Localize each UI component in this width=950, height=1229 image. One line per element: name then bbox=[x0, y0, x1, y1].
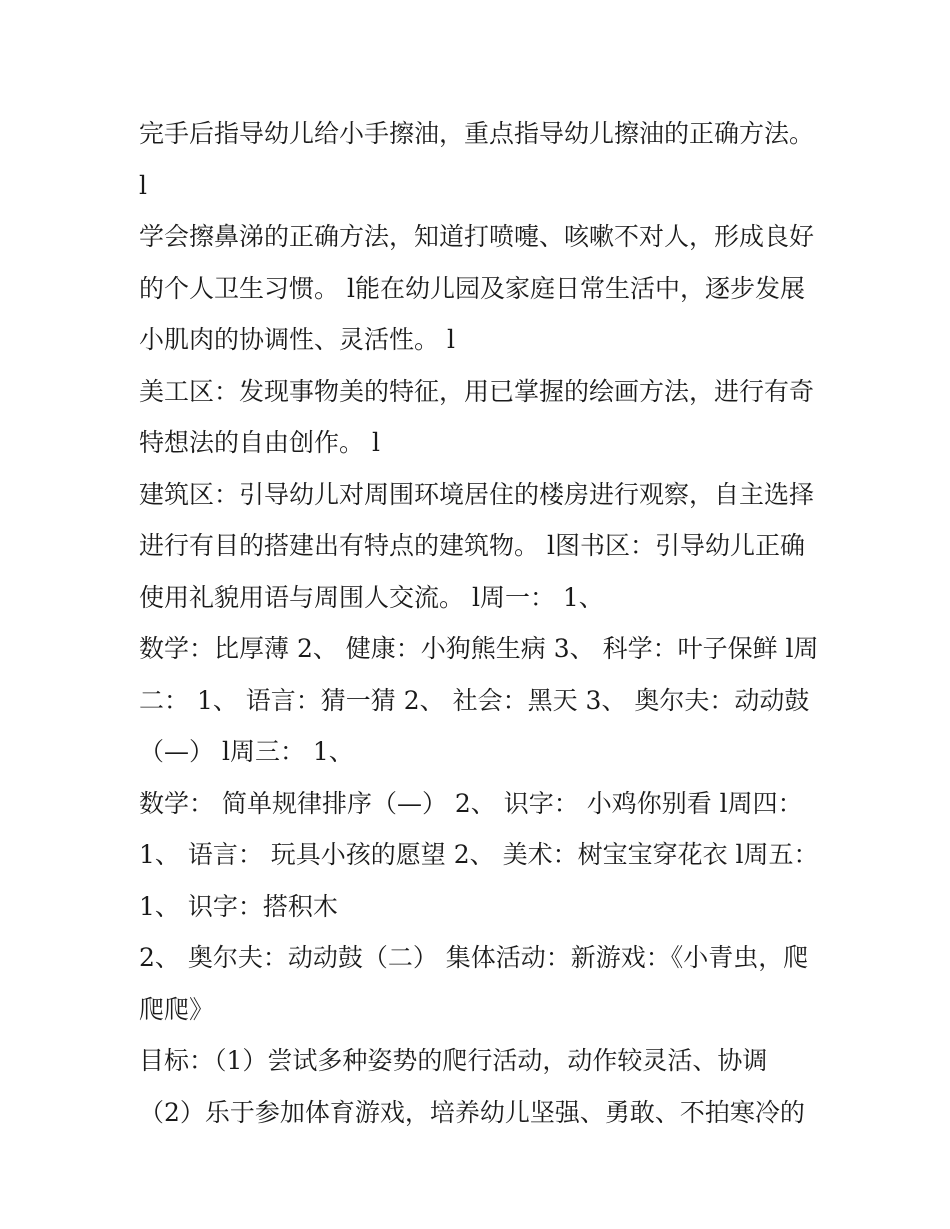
text-line: 完手后指导幼儿给小手擦油，重点指导幼儿擦油的正确方法。 bbox=[139, 119, 815, 148]
text-line: 学会擦鼻涕的正确方法，知道打喷嚏、咳嗽不对人，形成良好 bbox=[139, 222, 815, 251]
text-line: （—） l周三： 1、 bbox=[139, 737, 354, 766]
text-line: 目标：（1）尝试多种姿势的爬行活动，动作较灵活、协调 bbox=[139, 1046, 768, 1075]
text-line: 小肌肉的协调性、灵活性。 l bbox=[139, 325, 455, 354]
text-line: 使用礼貌用语与周围人交流。 l周一： 1、 bbox=[139, 582, 604, 612]
document-body bbox=[139, 108, 829, 1138]
text-line: 1、 识字：搭积木 bbox=[139, 891, 338, 921]
text-line: 的个人卫生习惯。 l能在幼儿园及家庭日常生活中，逐步发展 bbox=[139, 273, 805, 303]
text-line: 特想法的自由创作。 l bbox=[139, 428, 380, 457]
text-line: 爬爬》 bbox=[139, 994, 215, 1024]
text-line: 1、 语言： 玩具小孩的愿望 2、 美术：树宝宝穿花衣 l周五： bbox=[139, 840, 819, 869]
text-line: （2）乐于参加体育游戏，培养幼儿坚强、勇敢、不拍寒冷的 bbox=[139, 1097, 805, 1127]
text-line: 二： 1、 语言：猜一猜 2、 社会：黑天 3、 奥尔夫：动动鼓 bbox=[139, 685, 810, 715]
text-line: 美工区：发现事物美的特征，用已掌握的绘画方法，进行有奇 bbox=[139, 376, 815, 406]
text-line: 进行有目的搭建出有特点的建筑物。 l图书区：引导幼儿正确 bbox=[139, 531, 805, 560]
text-line: 2、 奥尔夫：动动鼓（二） 集体活动：新游戏：《小青虫，爬 bbox=[139, 943, 809, 972]
text-line: 建筑区：引导幼儿对周围环境居住的楼房进行观察，自主选择 bbox=[139, 479, 815, 509]
text-line: l bbox=[139, 170, 147, 200]
text-line: 数学：比厚薄 2、 健康：小狗熊生病 3、 科学：叶子保鲜 l周 bbox=[139, 634, 819, 663]
text-line: 数学： 简单规律排序（—） 2、 识字： 小鸡你别看 l周四： bbox=[139, 788, 803, 818]
